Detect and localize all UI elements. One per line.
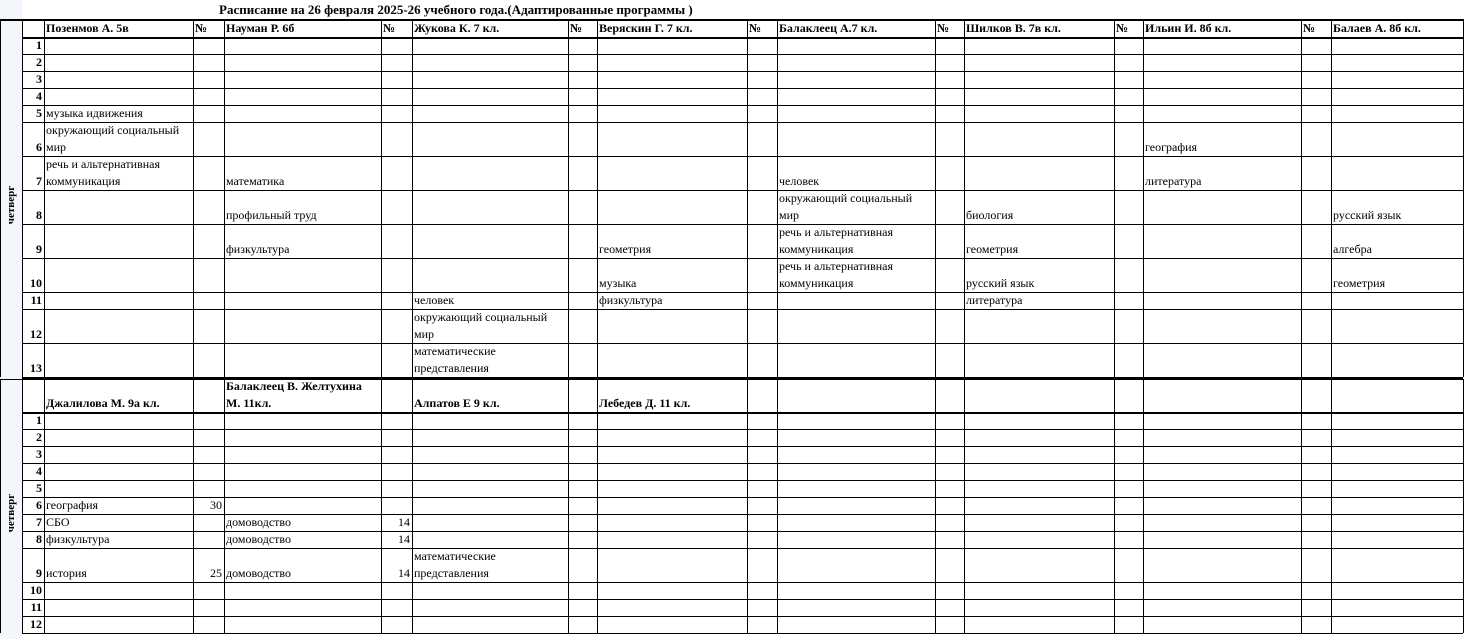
grid-line [1463,19,1464,377]
lesson-number [22,309,44,343]
grid-line [1114,19,1115,377]
lesson-cell-text: человек [779,174,820,188]
grid-line [22,309,1463,310]
lesson-number [22,88,44,105]
lesson-cell [412,309,568,343]
grid-line [1301,19,1302,377]
lesson-cell-text: русский язык [966,276,1035,290]
lesson-number [22,531,44,548]
lesson-cell [44,156,193,190]
teacher-header-text: Балаклеец А.7 кл. [779,21,878,35]
teacher-header [1143,19,1301,37]
teacher-header-text: Балаклеец В. Желтухина М. 11кл. [226,379,362,410]
lesson-number-text: 1 [36,413,42,427]
lesson-cell-text: домоводство [226,515,291,529]
grid-line [22,616,1463,617]
lesson-number [22,190,44,224]
grid-line [193,19,194,377]
lesson-cell-text: окружающий социальный мир [46,123,180,154]
grid-line [22,105,1463,106]
grid-line [1331,379,1332,633]
teacher-header-text: Позенмов А. 5в [46,21,129,35]
lesson-number-text: 4 [36,89,42,103]
lesson-cell-text: речь и альтернативная коммуникация [46,157,160,188]
room-number-text: 25 [210,566,222,580]
number-header-text: № [937,21,950,35]
room-number [381,548,412,582]
grid-line [22,480,1463,481]
teacher-header [44,379,193,412]
lesson-cell-text: математические представления [414,549,496,580]
lesson-number-text: 11 [30,293,42,307]
lesson-cell [1331,224,1463,258]
grid-line [22,429,1463,430]
lesson-number [22,343,44,377]
teacher-header-text: Жукова К. 7 кл. [414,21,500,35]
lesson-number-text: 6 [36,140,42,154]
lesson-number [22,463,44,480]
day-label: четверг [5,185,18,225]
lesson-cell-text: речь и альтернативная коммуникация [779,259,893,290]
number-header [935,19,964,37]
lesson-number [22,105,44,122]
lesson-number-text: 12 [30,327,42,341]
number-header [568,19,597,37]
number-header-text: № [749,21,762,35]
grid-line [747,379,748,633]
number-header-text: № [1116,21,1129,35]
lesson-cell [44,531,193,548]
lesson-cell-text: геометрия [966,242,1019,256]
lesson-number-text: 2 [36,430,42,444]
teacher-header-text: Веряскин Г. 7 кл. [599,21,693,35]
lesson-cell-text: география [1145,140,1198,154]
lesson-number-text: 1 [36,38,42,52]
grid-line [22,446,1463,447]
lesson-cell [597,224,747,258]
number-header-text: № [195,21,208,35]
lesson-number [22,599,44,616]
grid-line [935,19,936,377]
grid-line [22,599,1463,600]
grid-line [597,379,598,633]
grid-line [0,19,1,377]
grid-line [381,379,382,633]
lesson-cell [1143,156,1301,190]
teacher-header [777,19,935,37]
lesson-cell-text: окружающий социальный мир [779,191,913,222]
lesson-number [22,156,44,190]
lesson-number [22,548,44,582]
lesson-number-text: 8 [36,532,42,546]
number-header [1114,19,1143,37]
lesson-number [22,582,44,599]
lesson-number [22,412,44,429]
teacher-header-text: Балаев А. 8б кл. [1333,21,1421,35]
lesson-number-text: 11 [30,600,42,614]
lesson-number [22,514,44,531]
teacher-header [224,379,381,412]
lesson-number [22,37,44,54]
lesson-number [22,446,44,463]
teacher-header-text: Ильин И. 8б кл. [1145,21,1232,35]
lesson-number [22,224,44,258]
lesson-cell-text: профильный труд [226,208,317,222]
lesson-number-text: 12 [30,617,42,631]
lesson-cell-text: физкультура [226,242,290,256]
lesson-cell [412,548,568,582]
teacher-header [224,19,381,37]
number-header [747,19,777,37]
lesson-number [22,54,44,71]
lesson-cell [224,224,381,258]
lesson-cell [597,292,747,309]
teacher-header-text: Джалилова М. 9а кл. [46,396,160,410]
grid-line [412,379,413,633]
lesson-number-text: 3 [36,447,42,461]
lesson-cell [224,548,381,582]
room-number-text: 14 [398,515,410,529]
lesson-number [22,616,44,633]
grid-line [22,412,1463,414]
lesson-cell [44,122,193,156]
lesson-cell-text: геометрия [599,242,652,256]
lesson-cell [412,292,568,309]
grid-line [22,71,1463,72]
room-number [193,548,224,582]
lesson-number-text: 10 [30,583,42,597]
grid-line [22,497,1463,498]
lesson-cell [777,224,935,258]
lesson-number [22,258,44,292]
lesson-cell-text: алгебра [1333,242,1372,256]
grid-line [22,88,1463,89]
room-number-text: 14 [398,532,410,546]
grid-line [568,379,569,633]
teacher-header-text: Науман Р. 6б [226,21,295,35]
grid-line [1114,379,1115,633]
lesson-number [22,429,44,446]
teacher-header [597,19,747,37]
grid-line [22,37,1463,39]
lesson-cell-text: окружающий социальный мир [414,310,548,341]
lesson-cell [964,224,1114,258]
teacher-header [597,379,747,412]
lesson-number [22,71,44,88]
sheet-title: Расписание на 26 февраля 2025-26 учебного года.(Адаптированные программы ) [219,2,693,17]
lesson-cell-text: физкультура [599,293,663,307]
lesson-cell-text: музыка идвижения [46,106,143,120]
grid-line [1143,379,1144,633]
lesson-cell [1143,122,1301,156]
grid-line [747,19,748,377]
room-number [193,497,224,514]
grid-line [381,19,382,377]
lesson-cell [44,105,193,122]
grid-line [935,379,936,633]
lesson-number-text: 7 [36,174,42,188]
lesson-number-text: 9 [36,242,42,256]
number-header-text: № [383,21,396,35]
room-number [381,514,412,531]
lesson-cell [224,531,381,548]
lesson-number-text: 5 [36,106,42,120]
grid-line [0,379,1,633]
lesson-number-text: 6 [36,498,42,512]
lesson-number-text: 13 [30,361,42,375]
grid-line [44,19,45,377]
grid-line [964,379,965,633]
grid-line [22,463,1463,464]
lesson-cell-text: русский язык [1333,208,1402,222]
lesson-cell [777,156,935,190]
lesson-cell-text: математика [226,174,285,188]
lesson-cell [412,343,568,377]
grid-line [22,582,1463,583]
lesson-cell-text: география [46,498,99,512]
lesson-cell-text: литература [1145,174,1202,188]
grid-line [1143,19,1144,377]
lesson-number-text: 9 [36,566,42,580]
number-header-text: № [570,21,583,35]
lesson-number [22,497,44,514]
teacher-header [964,19,1114,37]
lesson-number [22,292,44,309]
row-gutter [0,0,22,639]
lesson-cell-text: геометрия [1333,276,1386,290]
lesson-cell-text: домоводство [226,566,291,580]
lesson-number-text: 10 [30,276,42,290]
lesson-number-text: 4 [36,464,42,478]
lesson-cell [224,156,381,190]
number-header [381,19,412,37]
lesson-number-text: 8 [36,208,42,222]
teacher-header [412,19,568,37]
teacher-header [412,379,568,412]
lesson-cell [964,190,1114,224]
number-header-text: № [1303,21,1316,35]
lesson-cell [44,514,193,531]
lesson-cell-text: биология [966,208,1014,222]
lesson-cell-text: СБО [46,515,70,529]
lesson-number-text: 7 [36,515,42,529]
teacher-header-text: Алпатов Е 9 кл. [414,396,500,410]
teacher-header [1331,19,1463,37]
grid-line [22,54,1463,55]
lesson-cell [1331,258,1463,292]
lesson-cell [597,258,747,292]
grid-line [568,19,569,377]
lesson-number [22,480,44,497]
number-header [1301,19,1331,37]
lesson-cell-text: физкультура [46,532,110,546]
lesson-cell [964,292,1114,309]
room-number-text: 30 [210,498,222,512]
lesson-cell [964,258,1114,292]
lesson-cell-text: история [46,566,87,580]
grid-line [777,379,778,633]
room-number [381,531,412,548]
number-header [193,19,224,37]
grid-line [1301,379,1302,633]
teacher-header-text: Лебедев Д. 11 кл. [599,396,691,410]
lesson-cell [44,497,193,514]
lesson-cell [777,190,935,224]
grid-line [22,343,1463,344]
grid-line [22,633,1463,634]
lesson-cell-text: математические представления [414,344,496,375]
lesson-cell-text: человек [414,293,455,307]
teacher-header-text: Шилков В. 7в кл. [966,21,1061,35]
lesson-cell [1331,190,1463,224]
teacher-header [44,19,193,37]
lesson-cell-text: домоводство [226,532,291,546]
lesson-number-text: 3 [36,72,42,86]
lesson-cell [44,548,193,582]
lesson-cell-text: музыка [599,276,637,290]
lesson-number [22,122,44,156]
grid-line [1463,379,1464,633]
room-number-text: 14 [398,566,410,580]
lesson-cell [777,258,935,292]
lesson-cell [224,514,381,531]
grid-line [597,19,598,377]
lesson-cell [224,190,381,224]
lesson-number-text: 2 [36,55,42,69]
lesson-cell-text: речь и альтернативная коммуникация [779,225,893,256]
day-label: четверг [5,493,18,533]
lesson-number-text: 5 [36,481,42,495]
grid-line [224,379,225,633]
lesson-cell-text: литература [966,293,1023,307]
